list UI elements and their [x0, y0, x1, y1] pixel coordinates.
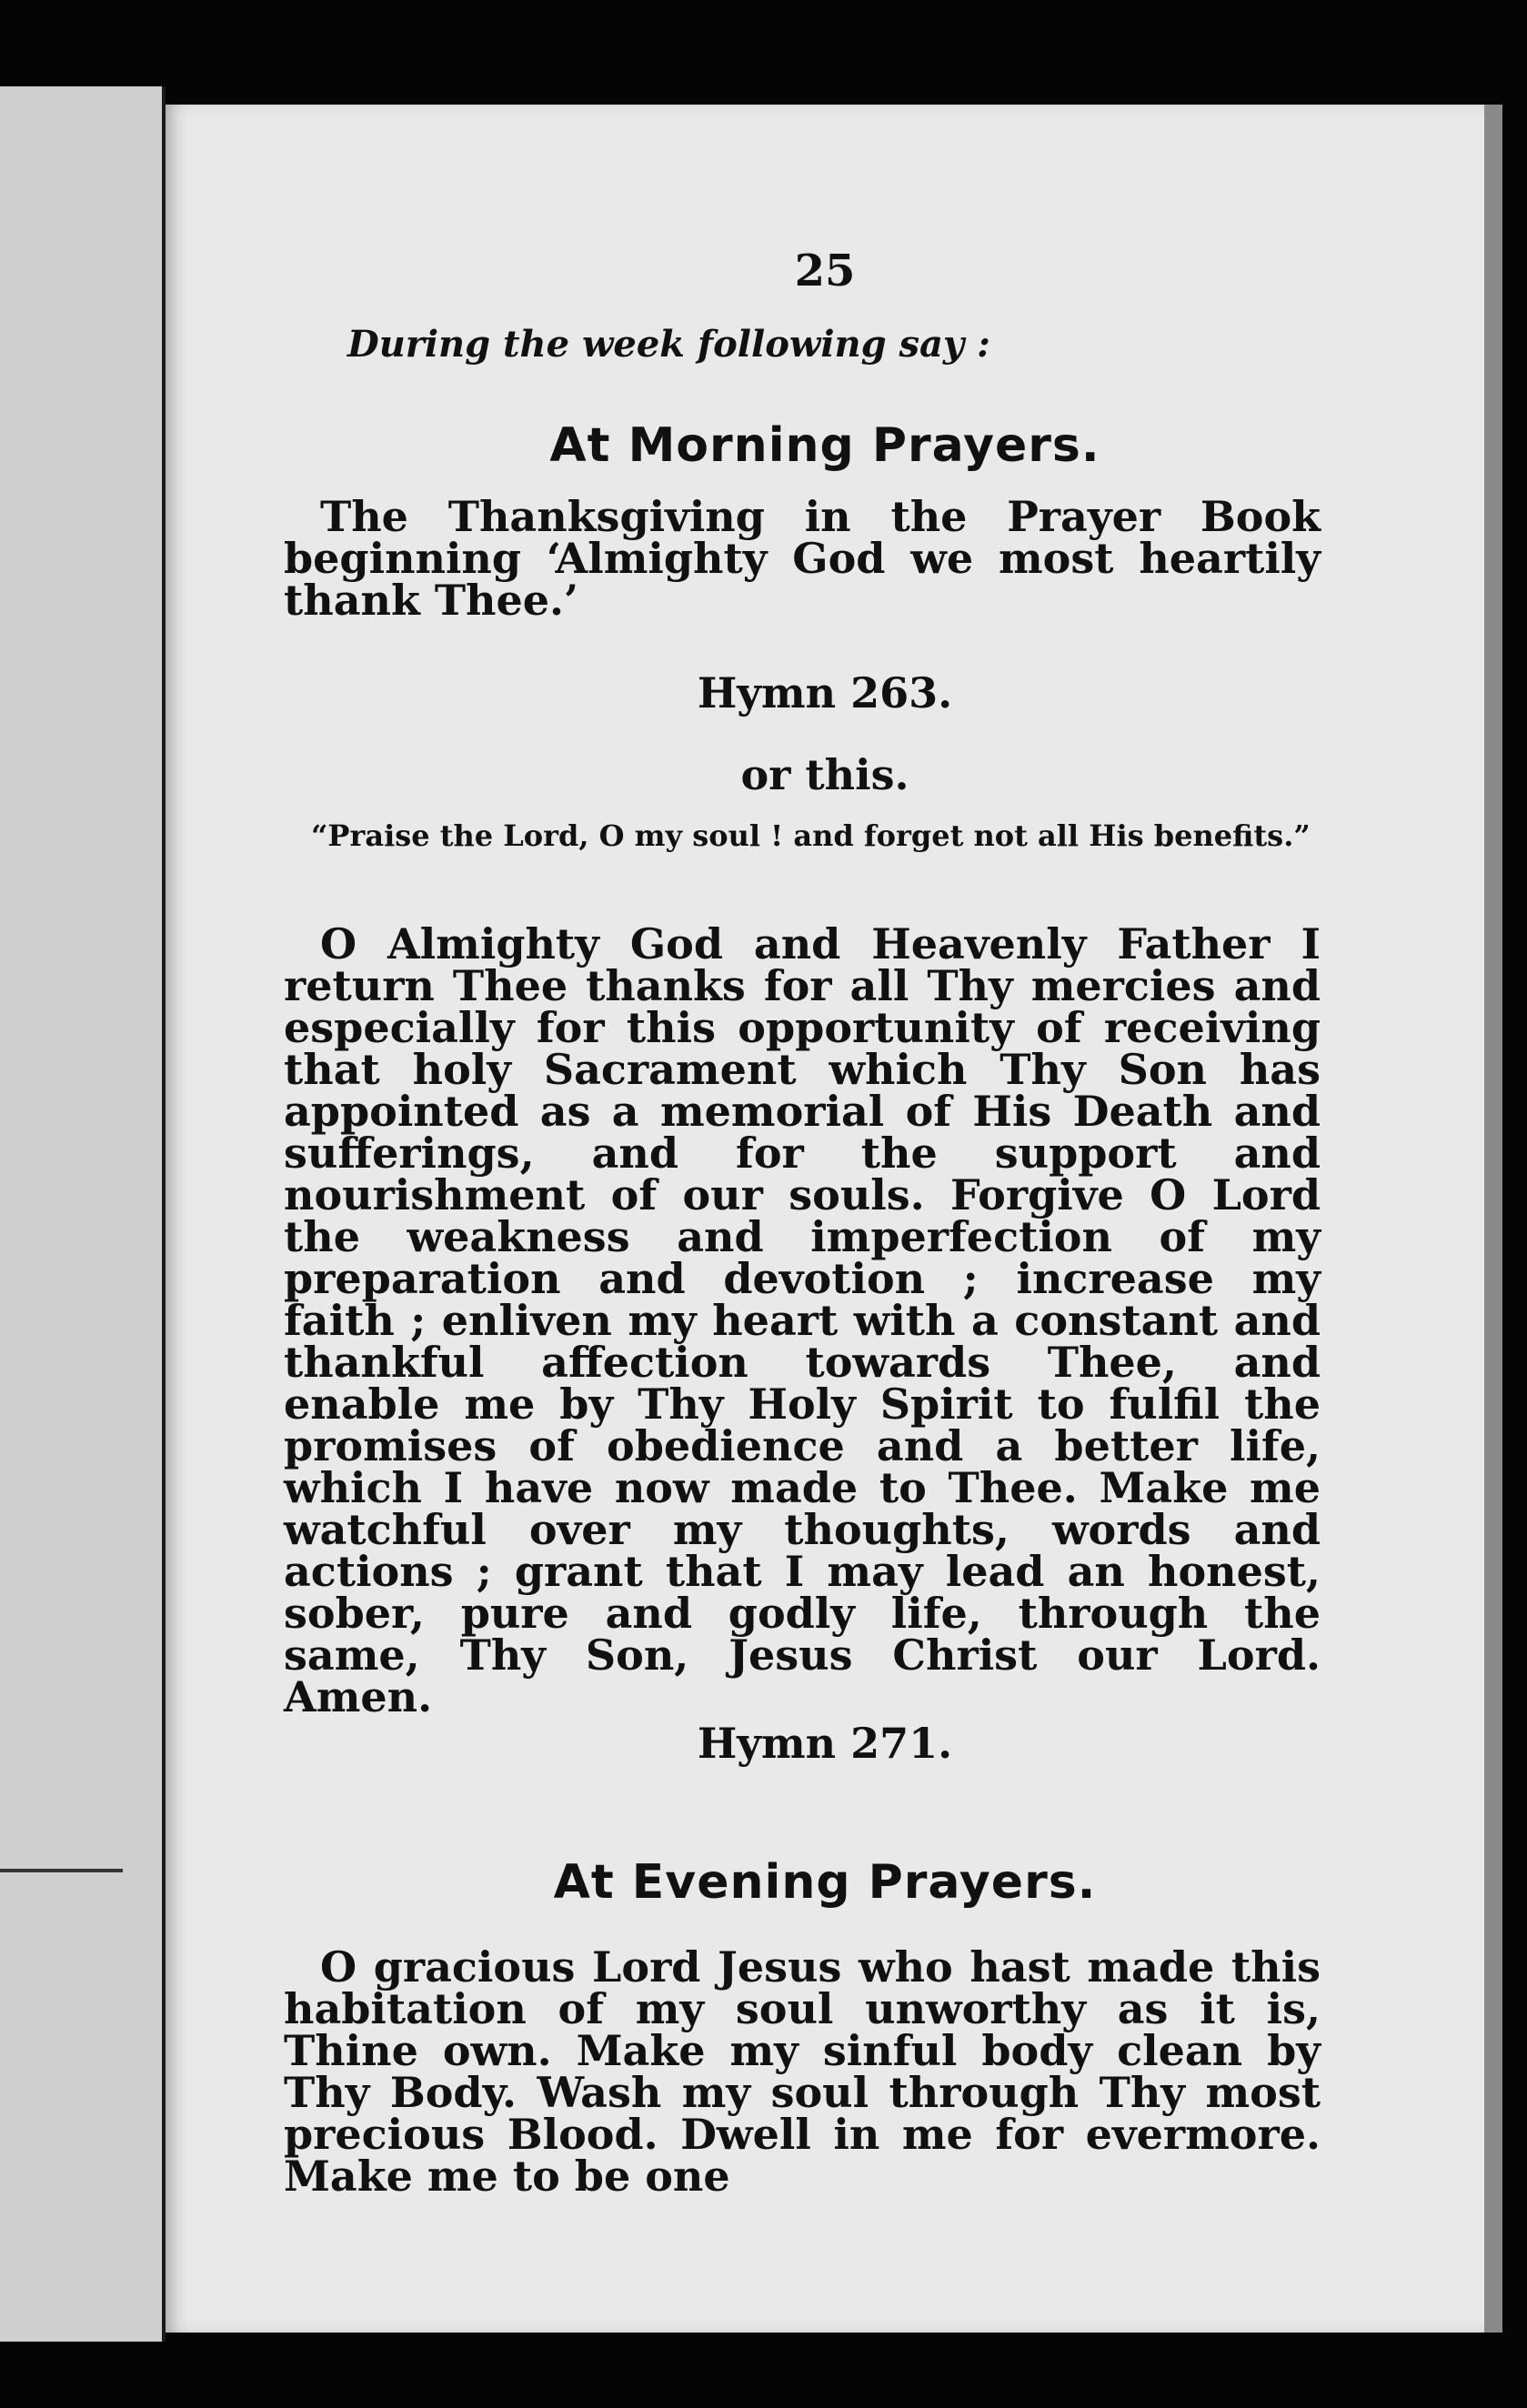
thanksgiving-prayer: O Almighty God and Heavenly Father I return Thee thanks for all Thy mercies and especially for this opportunity of receiving that holy Sacrament which Thy Son has appointed as a memorial of His Death and sufferings, and for the support and nourishment of our souls. Forgive O Lord the weakness and imperfection of my preparation and devotion ; increase my faith ; enliven my heart with a constant and thankful affection towards Thee, and enable me by Thy Holy Spirit to fulfil the promises of obedience and a better life, which I have now made to Thee. Make me watchful over my thoughts, words and actions ; grant that I may lead an honest, sober, pure and godly life, through the same, Thy Son, Jesus Christ our Lord. Amen. [284, 919, 1321, 1721]
book-page [166, 105, 1502, 2333]
evening-prayers-heading: At Evening Prayers. [553, 1855, 1097, 1910]
page-number: 25 [794, 246, 856, 296]
instruction-text: During the week following say : [347, 323, 990, 366]
morning-intro-text: The Thanksgiving in the Prayer Book beginning ‘Almighty God we most heartily thank Thee.’ [284, 492, 1321, 625]
scripture-quote: “Praise the Lord, O my soul ! and forget not all His benefits.” [311, 818, 1311, 853]
morning-prayers-heading: At Morning Prayers. [549, 418, 1100, 473]
hymn-271-label: Hymn 271. [697, 1719, 953, 1768]
left-page-rule [0, 1869, 123, 1872]
or-this-label: or this. [740, 750, 909, 799]
left-page-edge [0, 86, 166, 2342]
evening-prayer-text: O gracious Lord Jesus who hast made this habitation of my soul unworthy as it is, Thine own. Make my sinful body clean by Thy Body. Wash my soul through Thy most precious Blood. Dwell in me for evermore. Make me to be one [284, 1942, 1321, 2201]
hymn-263-label: Hymn 263. [697, 668, 953, 717]
